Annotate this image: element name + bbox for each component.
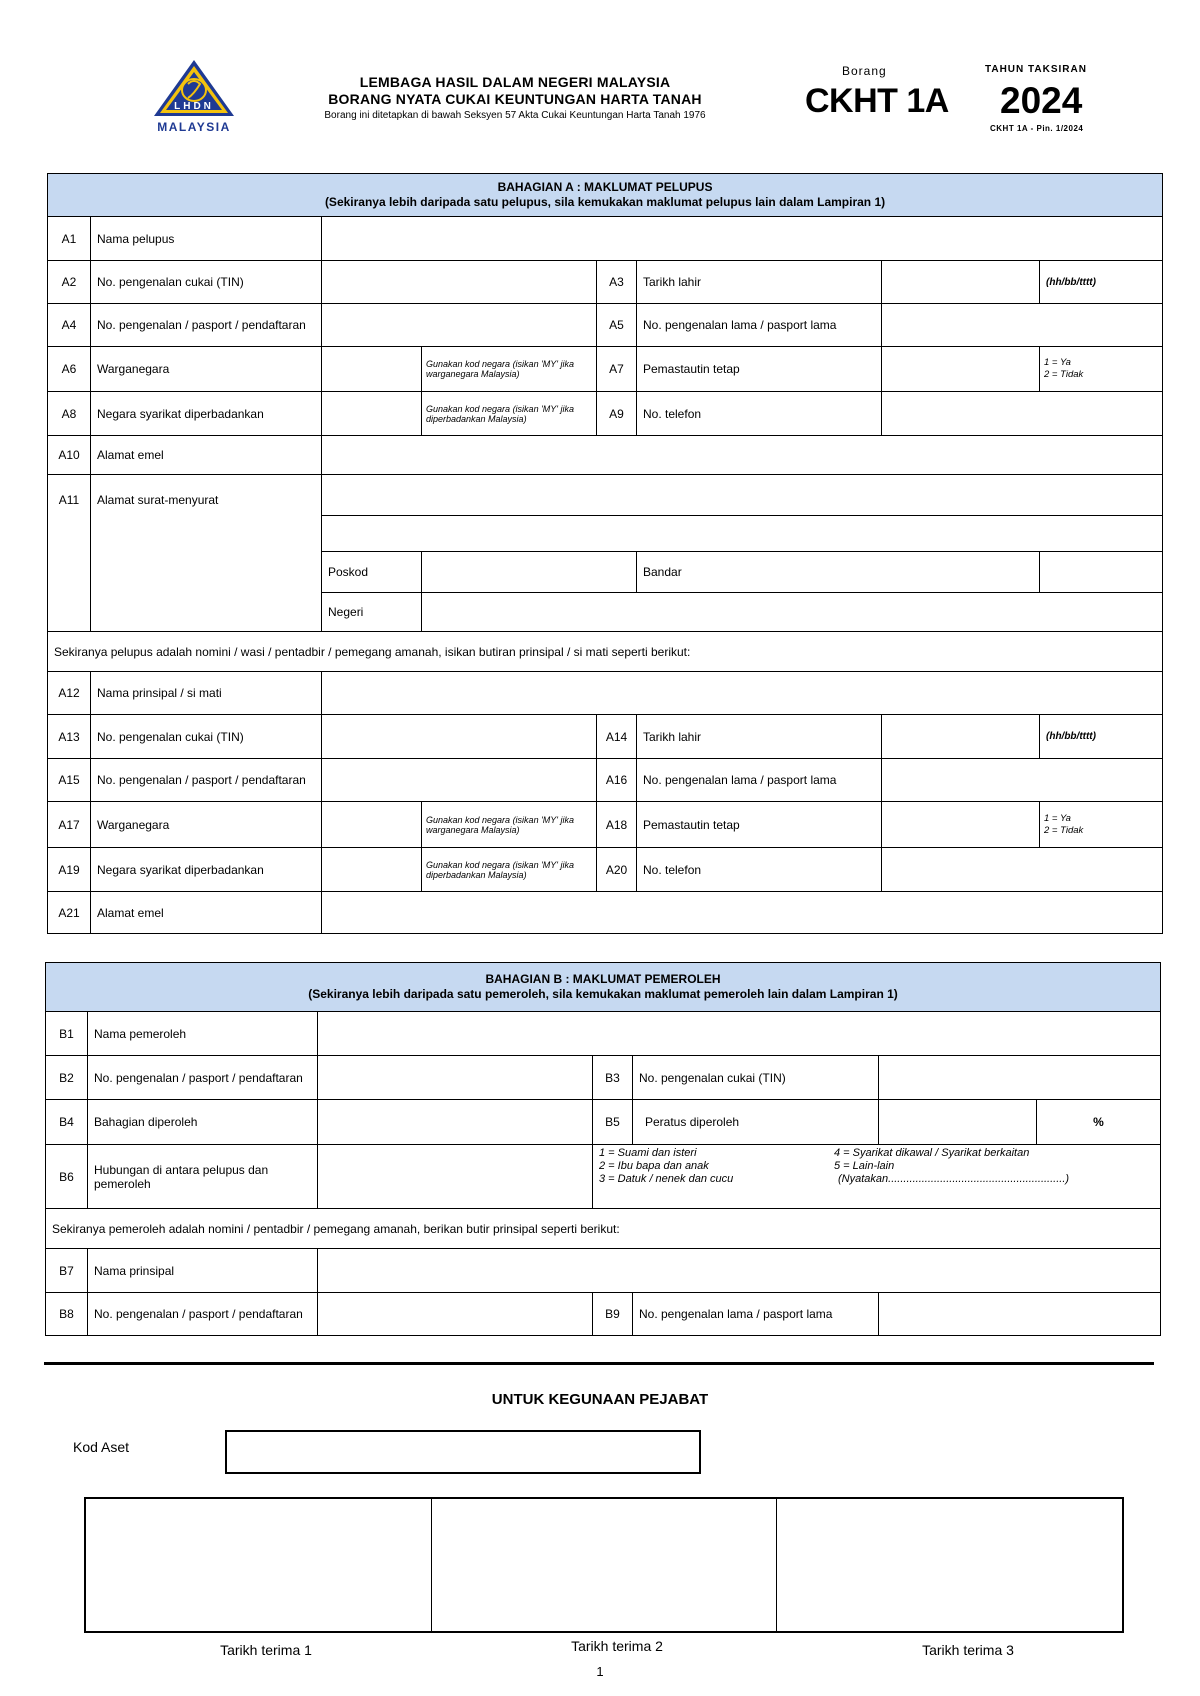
a19-negara-input[interactable] xyxy=(322,848,422,892)
field-label: No. pengenalan cukai (TIN) xyxy=(633,1056,879,1100)
field-label: No. pengenalan / pasport / pendaftaran xyxy=(88,1056,318,1100)
header-titles xyxy=(255,74,775,121)
a10-emel-input[interactable] xyxy=(322,436,1163,475)
tarikh-terima-1-box[interactable] xyxy=(86,1499,432,1631)
field-label: Nama prinsipal xyxy=(88,1249,318,1293)
a5-pengenalan-lama-input[interactable] xyxy=(882,304,1163,347)
form-title: BORANG NYATA CUKAI KEUNTUNGAN HARTA TANAH xyxy=(328,91,702,107)
field-label: Alamat emel xyxy=(91,892,322,934)
field-code: B1 xyxy=(46,1012,88,1056)
field-label: Pemastautin tetap xyxy=(637,802,882,848)
b2-pengenalan-input[interactable] xyxy=(318,1056,593,1100)
a21-emel-input[interactable] xyxy=(322,892,1163,934)
tahun-taksiran-label: TAHUN TAKSIRAN xyxy=(985,64,1087,75)
tahun-taksiran-value: 2024 xyxy=(1000,80,1083,121)
a3-tarikh-lahir-input[interactable] xyxy=(882,261,1040,304)
tarikh-terima-2-box[interactable] xyxy=(432,1499,778,1631)
field-code: A7 xyxy=(597,347,637,392)
date-format-hint: (hh/bb/tttt) xyxy=(1040,715,1163,759)
field-code: A13 xyxy=(48,715,91,759)
field-code: B2 xyxy=(46,1056,88,1100)
borang-label: Borang xyxy=(842,64,887,78)
a7-pemastautin-input[interactable] xyxy=(882,347,1040,392)
field-code: B7 xyxy=(46,1249,88,1293)
tarikh-terima-3-label: Tarikh terima 3 xyxy=(922,1642,1014,1658)
b1-nama-pemeroleh-input[interactable] xyxy=(318,1012,1161,1056)
a9-telefon-input[interactable] xyxy=(882,392,1163,436)
field-label: No. pengenalan lama / pasport lama xyxy=(637,759,882,802)
field-label: Tarikh lahir xyxy=(637,715,882,759)
country-code-note: Gunakan kod negara (isikan 'MY' jika diperbadankan Malaysia) xyxy=(422,848,597,892)
field-label: Warganegara xyxy=(91,347,322,392)
yes-no-options xyxy=(1040,347,1163,392)
receipt-date-boxes xyxy=(84,1497,1124,1633)
tarikh-terima-2-label: Tarikh terima 2 xyxy=(571,1638,663,1654)
field-label: Tarikh lahir xyxy=(637,261,882,304)
option-5-specify: (Nyatakan..........................................................) xyxy=(838,1173,1070,1185)
field-code: A9 xyxy=(597,392,637,436)
a1-nama-pelupus-input[interactable] xyxy=(322,217,1163,261)
field-label: Bahagian diperoleh xyxy=(88,1100,318,1145)
form-code: CKHT 1A xyxy=(805,82,949,120)
field-label: Alamat surat-menyurat xyxy=(91,475,322,632)
section-a-table xyxy=(47,173,1163,934)
option-5: 5 = Lain-lain xyxy=(834,1160,895,1172)
pin-label: CKHT 1A - Pin. 1/2024 xyxy=(990,124,1084,133)
field-code: B3 xyxy=(593,1056,633,1100)
field-label: Negara syarikat diperbadankan xyxy=(91,848,322,892)
bandar-label: Bandar xyxy=(637,552,1040,593)
a4-pengenalan-input[interactable] xyxy=(322,304,597,347)
a12-nama-prinsipal-input[interactable] xyxy=(322,672,1163,715)
a8-negara-input[interactable] xyxy=(322,392,422,436)
field-code: A4 xyxy=(48,304,91,347)
a2-tin-input[interactable] xyxy=(322,261,597,304)
option-2: 2 = Tidak xyxy=(1044,369,1084,380)
field-code: A3 xyxy=(597,261,637,304)
a15-pengenalan-input[interactable] xyxy=(322,759,597,802)
field-code: B8 xyxy=(46,1293,88,1336)
option-2: 2 = Tidak xyxy=(1044,824,1084,836)
a20-telefon-input[interactable] xyxy=(882,848,1163,892)
field-label: No. telefon xyxy=(637,848,882,892)
office-use-title: UNTUK KEGUNAAN PEJABAT xyxy=(491,1391,709,1408)
svg-text:MALAYSIA: MALAYSIA xyxy=(157,120,231,134)
field-label: Warganegara xyxy=(91,802,322,848)
option-1: 1 = Ya xyxy=(1044,357,1071,368)
field-code: A1 xyxy=(48,217,91,261)
field-code: A17 xyxy=(48,802,91,848)
field-label: Nama prinsipal / si mati xyxy=(91,672,322,715)
field-label: No. pengenalan lama / pasport lama xyxy=(633,1293,879,1336)
relationship-options xyxy=(593,1145,1161,1209)
statute-line: Borang ini ditetapkan di bawah Seksyen 57 Akta Cukai Keuntungan Harta Tanah 1976 xyxy=(324,110,706,121)
section-b-table xyxy=(45,962,1161,1336)
field-label: No. telefon xyxy=(637,392,882,436)
svg-text:LHDN: LHDN xyxy=(174,101,214,112)
country-code-note: Gunakan kod negara (isikan 'MY' jika warganegara Malaysia) xyxy=(422,347,597,392)
a17-warganegara-input[interactable] xyxy=(322,802,422,848)
b9-pengenalan-lama-input[interactable] xyxy=(879,1293,1161,1336)
b8-pengenalan-input[interactable] xyxy=(318,1293,593,1336)
field-code: A2 xyxy=(48,261,91,304)
field-label: Nama pemeroleh xyxy=(88,1012,318,1056)
country-code-note: Gunakan kod negara (isikan 'MY' jika warganegara Malaysia) xyxy=(422,802,597,848)
b5-peratus-input[interactable] xyxy=(879,1100,1037,1145)
section-b-subtitle: (Sekiranya lebih daripada satu pemeroleh, sila kemukakan maklumat pemeroleh lain dalam Lampiran 1) xyxy=(308,987,898,1001)
field-label: No. pengenalan / pasport / pendaftaran xyxy=(91,304,322,347)
org-name: LEMBAGA HASIL DALAM NEGERI MALAYSIA xyxy=(359,74,671,90)
negeri-label: Negeri xyxy=(322,593,422,632)
field-code: B9 xyxy=(593,1293,633,1336)
tarikh-terima-3-box[interactable] xyxy=(777,1499,1122,1631)
a11-alamat-line-1[interactable] xyxy=(322,475,1163,516)
yes-no-options xyxy=(1040,802,1163,848)
field-code: A18 xyxy=(597,802,637,848)
field-code: A16 xyxy=(597,759,637,802)
field-code: A19 xyxy=(48,848,91,892)
a13-tin-input[interactable] xyxy=(322,715,597,759)
field-code: A5 xyxy=(597,304,637,347)
field-code: B5 xyxy=(593,1100,633,1145)
field-code: A15 xyxy=(48,759,91,802)
option-2: 2 = Ibu bapa dan anak xyxy=(599,1160,709,1172)
field-code: A21 xyxy=(48,892,91,934)
nominee-note: Sekiranya pemeroleh adalah nomini / pentadbir / pemegang amanah, berikan butir prinsipal seperti berikut: xyxy=(46,1209,1161,1249)
section-a-header xyxy=(48,174,1163,217)
field-code: A12 xyxy=(48,672,91,715)
field-label: Hubungan di antara pelupus dan pemeroleh xyxy=(88,1145,318,1209)
kod-aset-label: Kod Aset xyxy=(73,1439,130,1455)
field-code: A6 xyxy=(48,347,91,392)
tarikh-terima-1-label: Tarikh terima 1 xyxy=(220,1642,312,1658)
section-b-title: BAHAGIAN B : MAKLUMAT PEMEROLEH xyxy=(485,972,721,986)
poskod-label: Poskod xyxy=(322,552,422,593)
field-code: A14 xyxy=(597,715,637,759)
percent-unit: % xyxy=(1037,1100,1161,1145)
field-label: Peratus diperoleh xyxy=(633,1100,879,1145)
kod-aset-input[interactable] xyxy=(225,1430,701,1474)
section-a-title: BAHAGIAN A : MAKLUMAT PELUPUS xyxy=(497,180,713,194)
b4-bahagian-input[interactable] xyxy=(318,1100,593,1145)
field-label: Nama pelupus xyxy=(91,217,322,261)
b7-nama-prinsipal-input[interactable] xyxy=(318,1249,1161,1293)
a6-warganegara-input[interactable] xyxy=(322,347,422,392)
field-code: A10 xyxy=(48,436,91,475)
field-code: A20 xyxy=(597,848,637,892)
field-code: B6 xyxy=(46,1145,88,1209)
field-code: A11 xyxy=(48,475,91,632)
a11-negeri-input[interactable] xyxy=(422,593,1163,632)
field-label: Pemastautin tetap xyxy=(637,347,882,392)
date-format-hint: (hh/bb/tttt) xyxy=(1040,261,1163,304)
field-label: Alamat emel xyxy=(91,436,322,475)
a11-poskod-input[interactable] xyxy=(422,552,637,593)
a11-bandar-input[interactable] xyxy=(1040,552,1163,593)
page-number: 1 xyxy=(596,1664,604,1679)
option-4: 4 = Syarikat dikawal / Syarikat berkaitan xyxy=(834,1147,1030,1159)
a11-alamat-line-2[interactable] xyxy=(322,516,1163,552)
field-label: No. pengenalan cukai (TIN) xyxy=(91,261,322,304)
b3-tin-input[interactable] xyxy=(879,1056,1161,1100)
divider-rule xyxy=(44,1362,1154,1365)
lhdn-logo xyxy=(150,58,238,136)
a16-pengenalan-lama-input[interactable] xyxy=(882,759,1163,802)
option-3: 3 = Datuk / nenek dan cucu xyxy=(599,1173,734,1185)
section-a-subtitle: (Sekiranya lebih daripada satu pelupus, sila kemukakan maklumat pelupus lain dalam Lampiran 1) xyxy=(324,195,886,209)
section-b-header xyxy=(46,963,1161,1012)
field-label: No. pengenalan / pasport / pendaftaran xyxy=(91,759,322,802)
a14-tarikh-lahir-input[interactable] xyxy=(882,715,1040,759)
field-label: Negara syarikat diperbadankan xyxy=(91,392,322,436)
field-label: No. pengenalan / pasport / pendaftaran xyxy=(88,1293,318,1336)
a18-pemastautin-input[interactable] xyxy=(882,802,1040,848)
field-code: A8 xyxy=(48,392,91,436)
option-1: 1 = Suami dan isteri xyxy=(599,1147,697,1159)
country-code-note: Gunakan kod negara (isikan 'MY' jika diperbadankan Malaysia) xyxy=(422,392,597,436)
field-label: No. pengenalan cukai (TIN) xyxy=(91,715,322,759)
option-1: 1 = Ya xyxy=(1044,812,1071,824)
nominee-note: Sekiranya pelupus adalah nomini / wasi / pentadbir / pemegang amanah, isikan butiran prinsipal / si mati seperti berikut: xyxy=(48,632,1163,672)
b6-hubungan-input[interactable] xyxy=(318,1145,593,1209)
field-code: B4 xyxy=(46,1100,88,1145)
field-label: No. pengenalan lama / pasport lama xyxy=(637,304,882,347)
